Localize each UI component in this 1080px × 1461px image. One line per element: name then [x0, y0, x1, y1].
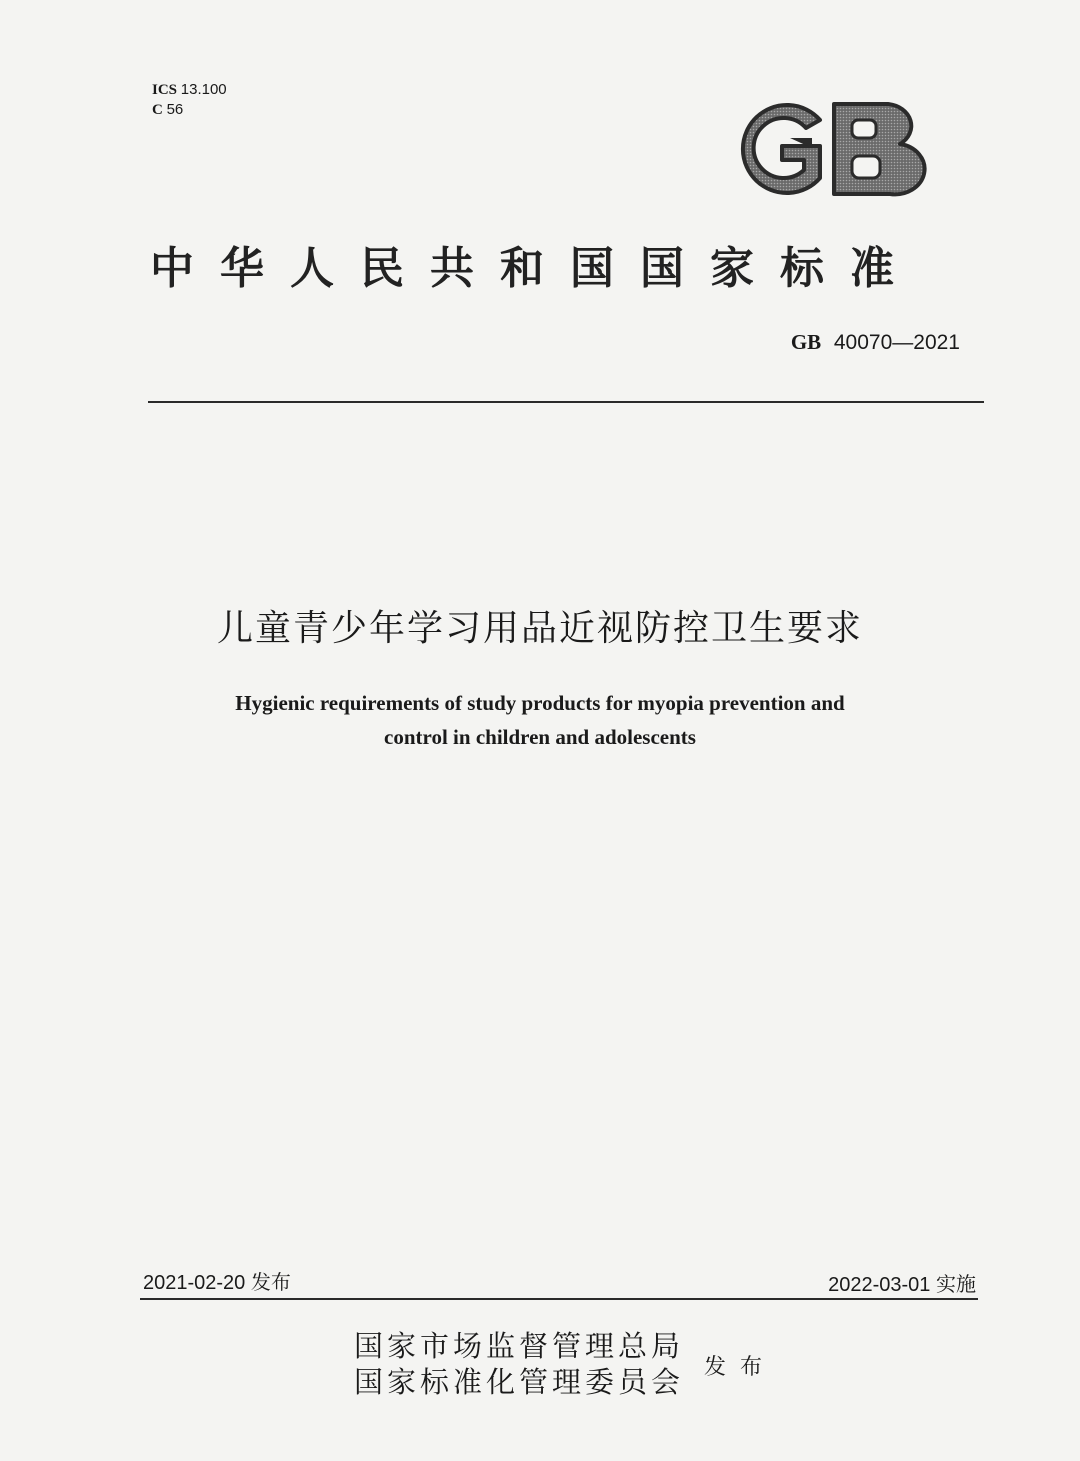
title-en-line-1: Hygienic requirements of study products for myopia prevention and — [235, 691, 845, 715]
publish-label: 发布 — [704, 1355, 777, 1380]
standard-type-heading: 中华人民共和国国家标准 — [150, 243, 920, 294]
top-divider — [148, 401, 984, 403]
implementation-date: 2022-03-01 实施 — [828, 1274, 976, 1296]
bottom-divider — [140, 1298, 978, 1300]
title-en-line-2: control in children and adolescents — [384, 725, 696, 749]
standard-code-prefix: GB — [790, 330, 822, 354]
issuer-samr: 国家市场监督管理总局 — [354, 1329, 685, 1363]
standard-code — [791, 330, 960, 355]
ccs-code: C 56 — [152, 101, 184, 118]
standard-code-number: 40070—2021 — [833, 331, 960, 354]
issue-date: 2021-02-20 发布 — [143, 1272, 291, 1294]
document-title-cn: 儿童青少年学习用品近视防控卫生要求 — [216, 608, 863, 649]
issuer-sac: 国家标准化管理委员会 — [354, 1365, 685, 1399]
classification-codes — [152, 80, 227, 120]
issuing-authorities — [354, 1328, 684, 1400]
gb-logo-icon — [728, 98, 932, 200]
ics-code: ICS 13.100 — [152, 81, 227, 98]
document-title-en — [0, 686, 1080, 754]
